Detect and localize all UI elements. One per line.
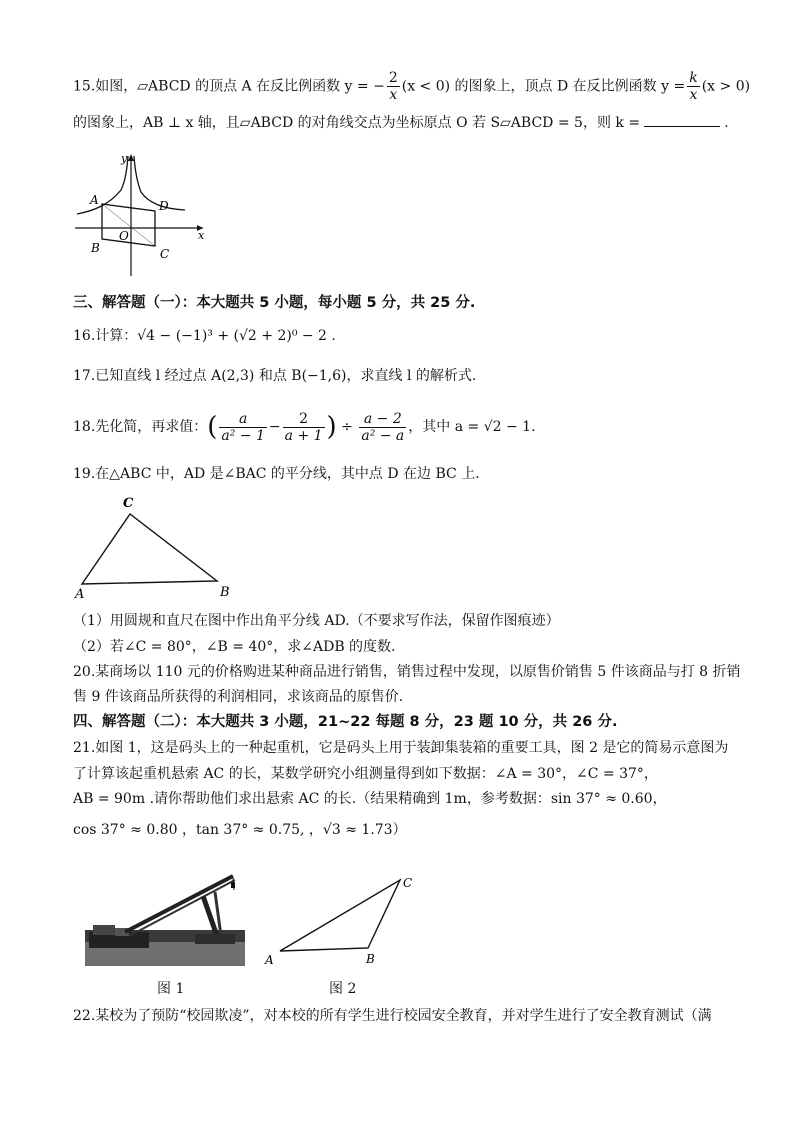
label-c: C	[123, 496, 134, 511]
q15-frac1: $\frac{2}{x}$	[388, 70, 398, 103]
q15-line2: 的图象上，AB ⊥ x 轴，且▱ABCD 的对角线交点为坐标原点 O 若 S▱ABCD = 5，则 k = .	[73, 115, 729, 131]
label-a: A	[90, 193, 99, 207]
q17: 17.已知直线 l 经过点 A(2,3) 和点 B(−1,6)，求直线 l 的解析式.	[73, 368, 477, 384]
q18: 18.先化简，再求值：( $\frac{a}{\text{a² − 1}}$ − $\frac{2}{a + 1}$ ) ÷ $\frac{a - 2}{\text{a² − a}}$ ，其中 a = √2 − 1.	[73, 410, 536, 444]
y-axis-arrow	[128, 154, 134, 161]
fig1-caption: 图 1	[157, 981, 185, 997]
triangle-abc-fig2	[280, 880, 400, 951]
q19-triangle-figure	[73, 490, 243, 602]
q15-frac2: $\frac{k}{x}$	[689, 70, 698, 103]
q15-line1: 15.如图，▱ABCD 的顶点 A 在反比例函数 y = − $\frac{2}{x}$ (x < 0) 的图象上，顶点 D 在反比例函数 y = $\frac{k}{x}$ (x > 0)	[73, 70, 751, 103]
label-c: C	[403, 876, 413, 890]
triangle-abc	[82, 514, 217, 584]
label-a: A	[265, 953, 274, 967]
q21-line2: 了计算该起重机悬索 AC 的长，某数学研究小组测量得到如下数据：∠A = 30°，∠C = 37°，	[73, 766, 658, 782]
fig2-caption: 图 2	[329, 981, 357, 997]
q22-line1: 22.某校为了预防“校园欺凌”，对本校的所有学生进行校园安全教育，并对学生进行了安全教育测试（满	[73, 1008, 712, 1024]
q15-figure	[73, 150, 208, 280]
q21-line4: cos 37° ≈ 0.80 ，tan 37° ≈ 0.75, ，√3 ≈ 1.73）	[73, 822, 407, 838]
q19: 19.在△ABC 中，AD 是∠BAC 的平分线，其中点 D 在边 BC 上.	[73, 466, 480, 482]
label-o: O	[119, 229, 129, 243]
q16: 16.计算：√4 − (−1)³ + (√2 + 2)⁰ − 2 .	[73, 328, 336, 344]
q20-line1: 20.某商场以 110 元的价格购进某种商品进行销售，销售过程中发现，以原售价销售 5 件该商品与打 8 折销	[73, 664, 741, 680]
label-d: D	[159, 199, 169, 213]
label-b: B	[91, 241, 100, 255]
q21-line1: 21.如图 1，这是码头上的一种起重机，它是码头上用于装卸集装箱的重要工具，图 2 是它的简易示意图为	[73, 740, 729, 756]
q19-sub2: （2）若∠C = 80°，∠B = 40°，求∠ADB 的度数.	[73, 639, 396, 655]
label-x: x	[198, 229, 205, 242]
section-4-title: 四、解答题（二）：本大题共 3 小题，21~22 每题 8 分，23 题 10 分，共 26 分.	[73, 714, 618, 730]
answer-blank	[644, 114, 720, 127]
q20-line2: 售 9 件该商品所获得的利润相同，求该商品的原售价.	[73, 689, 404, 705]
label-b: B	[366, 952, 375, 966]
section-3-title: 三、解答题（一）：本大题共 5 小题，每小题 5 分，共 25 分.	[73, 295, 476, 311]
label-c: C	[160, 247, 170, 261]
q21-fig2-triangle	[262, 870, 422, 970]
label-b: B	[220, 585, 230, 600]
label-a: A	[75, 587, 85, 602]
label-y: y	[121, 152, 128, 165]
crane-photo	[85, 870, 245, 966]
q19-sub1: （1）用圆规和直尺在图中作出角平分线 AD.（不要求写作法，保留作图痕迹）	[73, 613, 560, 629]
q21-line3: AB = 90m .请你帮助他们求出悬索 AC 的长.（结果精确到 1m，参考数据：sin 37° ≈ 0.60，	[73, 791, 667, 807]
